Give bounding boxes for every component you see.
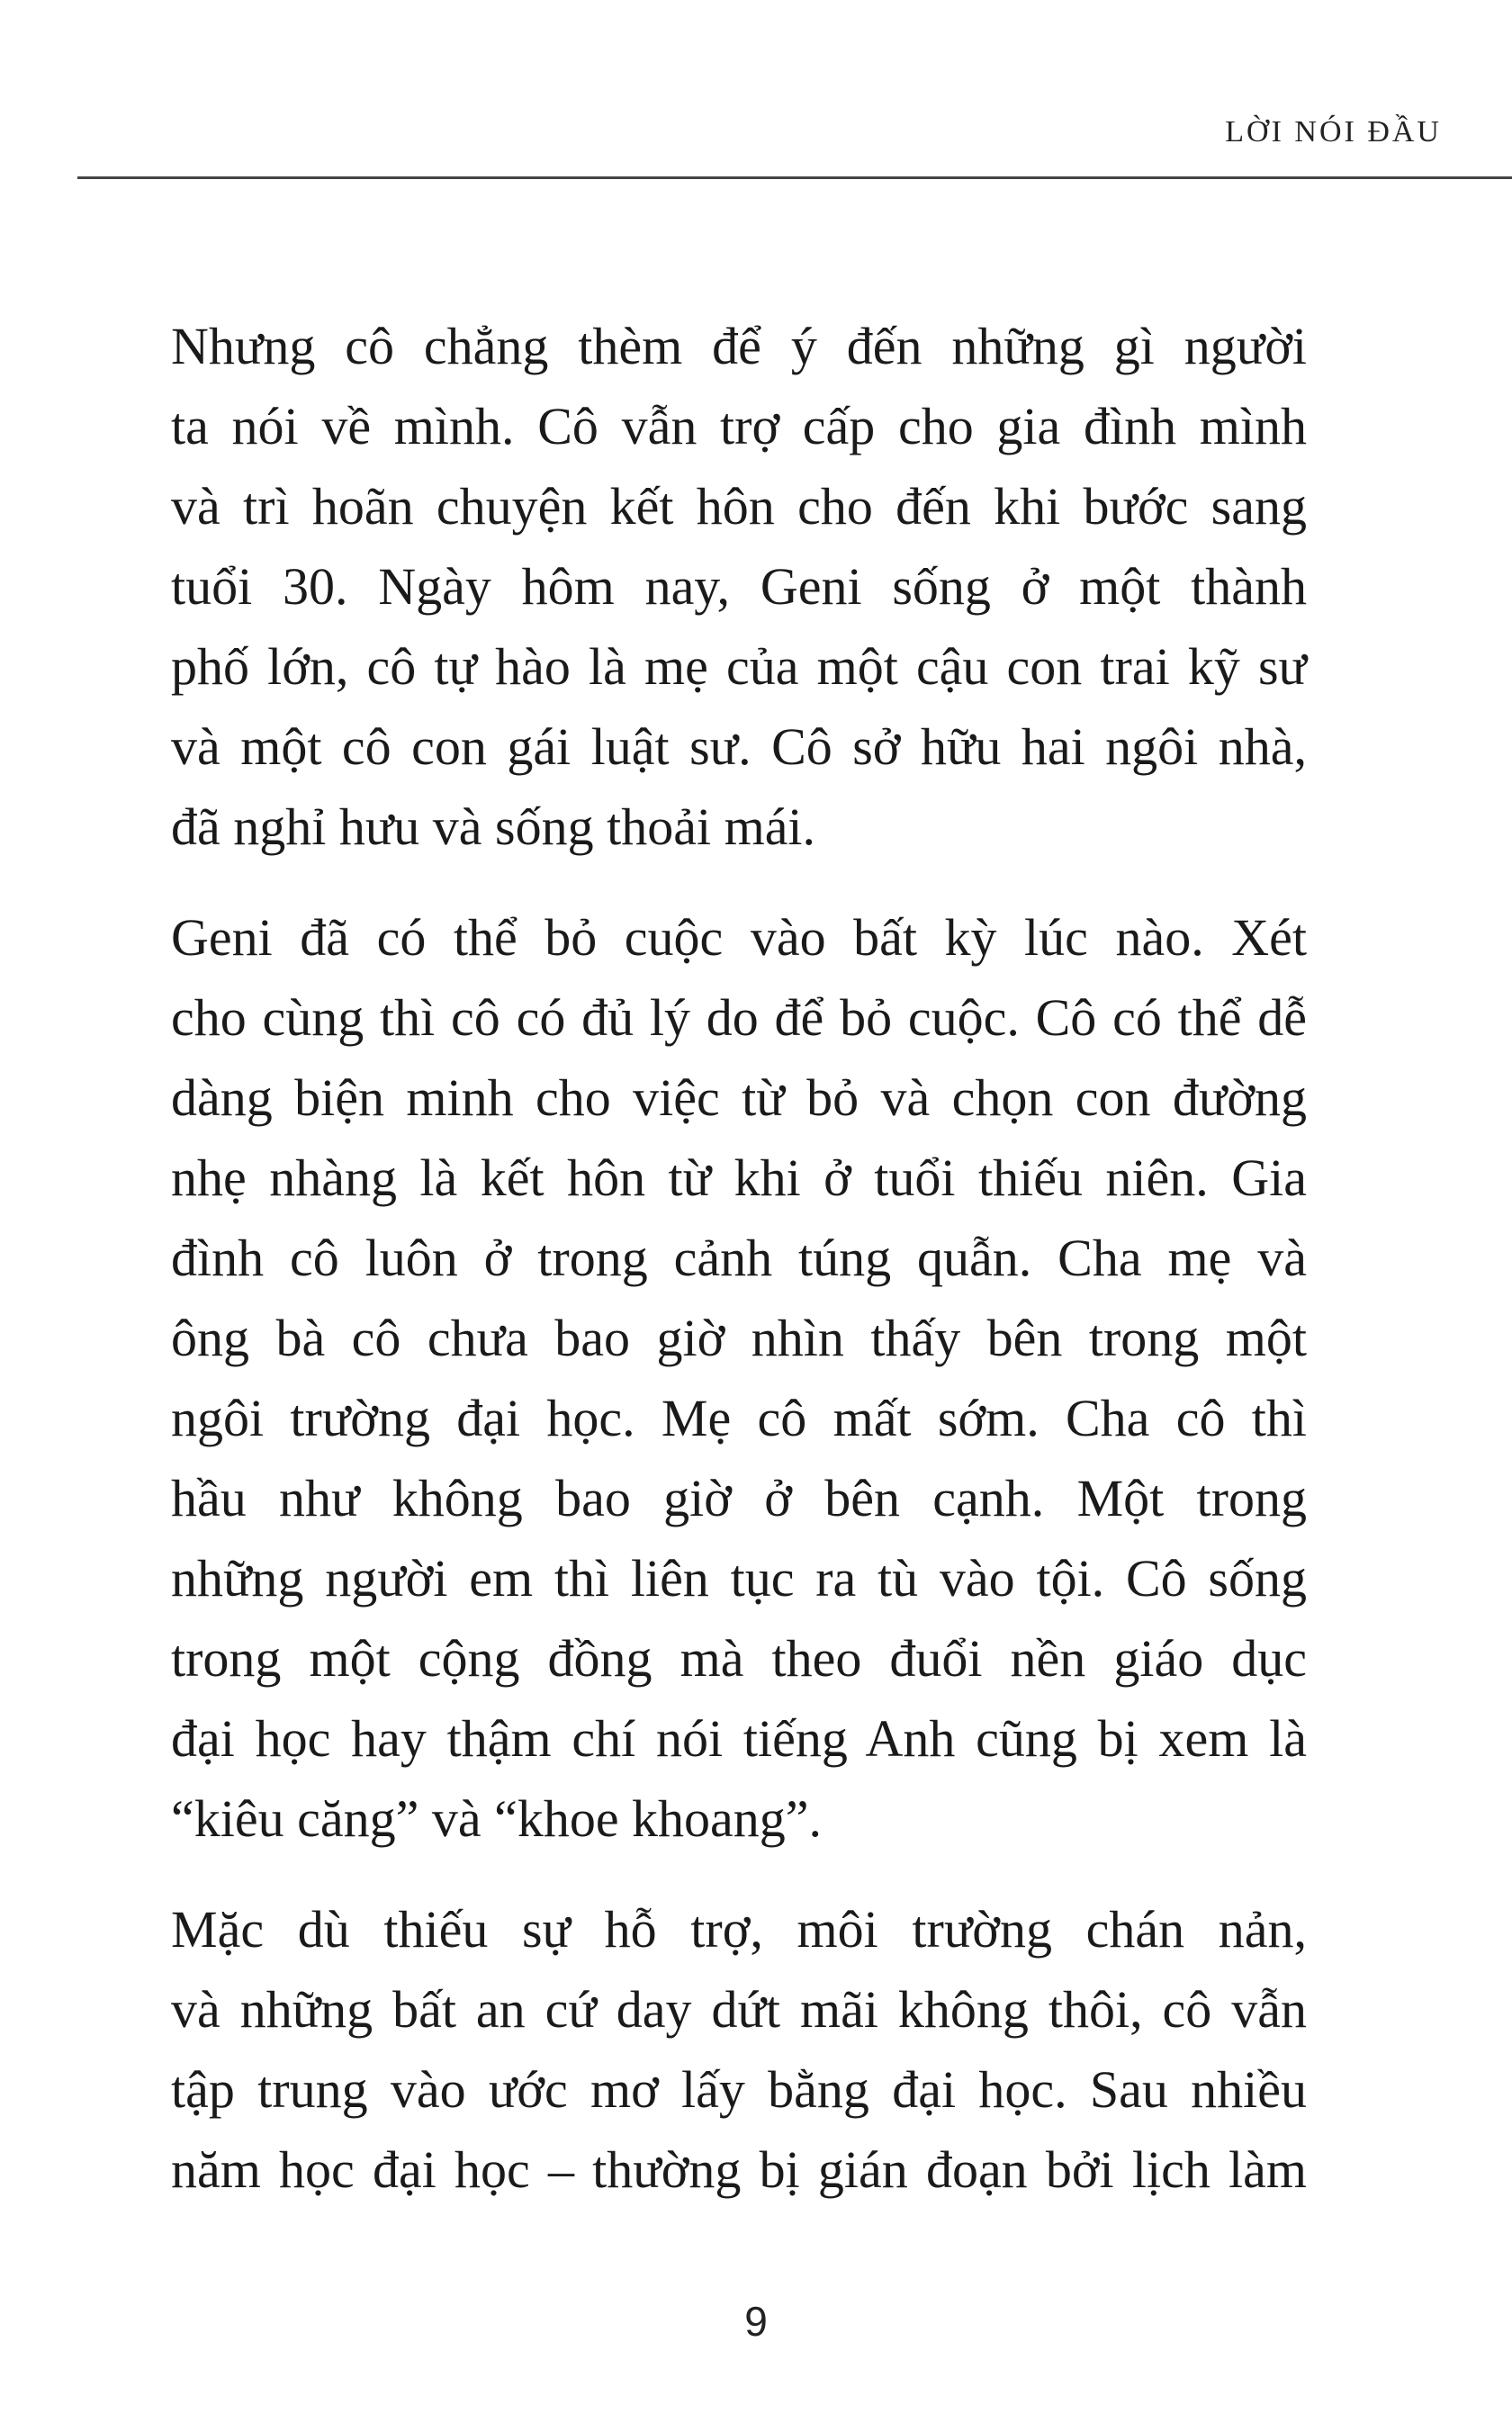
text-line: năm học đại học – thường bị gián đoạn bởi lịch làm	[171, 2140, 1307, 2199]
text-line: đại học hay thậm chí nói tiếng Anh cũng bị xem là	[171, 1709, 1307, 1768]
text-line: đình cô luôn ở trong cảnh túng quẫn. Cha mẹ và	[171, 1229, 1307, 1287]
text-line: Mặc dù thiếu sự hỗ trợ, môi trường chán nản,	[171, 1900, 1307, 1959]
text-line: nhẹ nhàng là kết hôn từ khi ở tuổi thiếu niên. Gia	[171, 1148, 1307, 1207]
body-text	[171, 306, 1307, 2240]
text-line: tuổi 30. Ngày hôm nay, Geni sống ở một thành	[171, 557, 1307, 616]
paragraph	[171, 306, 1307, 867]
text-line: ngôi trường đại học. Mẹ cô mất sớm. Cha cô thì	[171, 1389, 1307, 1447]
text-line: ông bà cô chưa bao giờ nhìn thấy bên trong một	[171, 1309, 1307, 1367]
paragraph	[171, 897, 1307, 1859]
text-line: và những bất an cứ day dứt mãi không thôi, cô vẫn	[171, 1980, 1307, 2039]
text-line: đã nghỉ hưu và sống thoải mái.	[171, 797, 816, 856]
text-line: phố lớn, cô tự hào là mẹ của một cậu con trai kỹ sư	[171, 637, 1307, 696]
text-line: dàng biện minh cho việc từ bỏ và chọn con đường	[171, 1068, 1307, 1127]
text-line: Geni đã có thể bỏ cuộc vào bất kỳ lúc nào. Xét	[171, 908, 1307, 967]
text-line: ta nói về mình. Cô vẫn trợ cấp cho gia đình mình	[171, 397, 1307, 455]
text-line: “kiêu căng” và “khoe khoang”.	[171, 1789, 823, 1848]
running-header-title: LỜI NÓI ĐẦU	[1225, 115, 1442, 149]
text-line: trong một cộng đồng mà theo đuổi nền giáo dục	[171, 1629, 1307, 1688]
text-line: những người em thì liên tục ra tù vào tội. Cô sống	[171, 1549, 1307, 1608]
header-divider	[77, 176, 1512, 179]
page-number: 9	[744, 2298, 768, 2345]
text-line: tập trung vào ước mơ lấy bằng đại học. Sau nhiều	[171, 2060, 1307, 2119]
text-line: và trì hoãn chuyện kết hôn cho đến khi bước sang	[171, 477, 1307, 536]
text-line: hầu như không bao giờ ở bên cạnh. Một trong	[171, 1469, 1307, 1527]
text-line: Nhưng cô chẳng thèm để ý đến những gì người	[171, 317, 1307, 375]
paragraph	[171, 1889, 1307, 2210]
text-line: cho cùng thì cô có đủ lý do để bỏ cuộc. Cô có thể dễ	[171, 988, 1307, 1047]
text-line: và một cô con gái luật sư. Cô sở hữu hai ngôi nhà,	[171, 717, 1307, 776]
